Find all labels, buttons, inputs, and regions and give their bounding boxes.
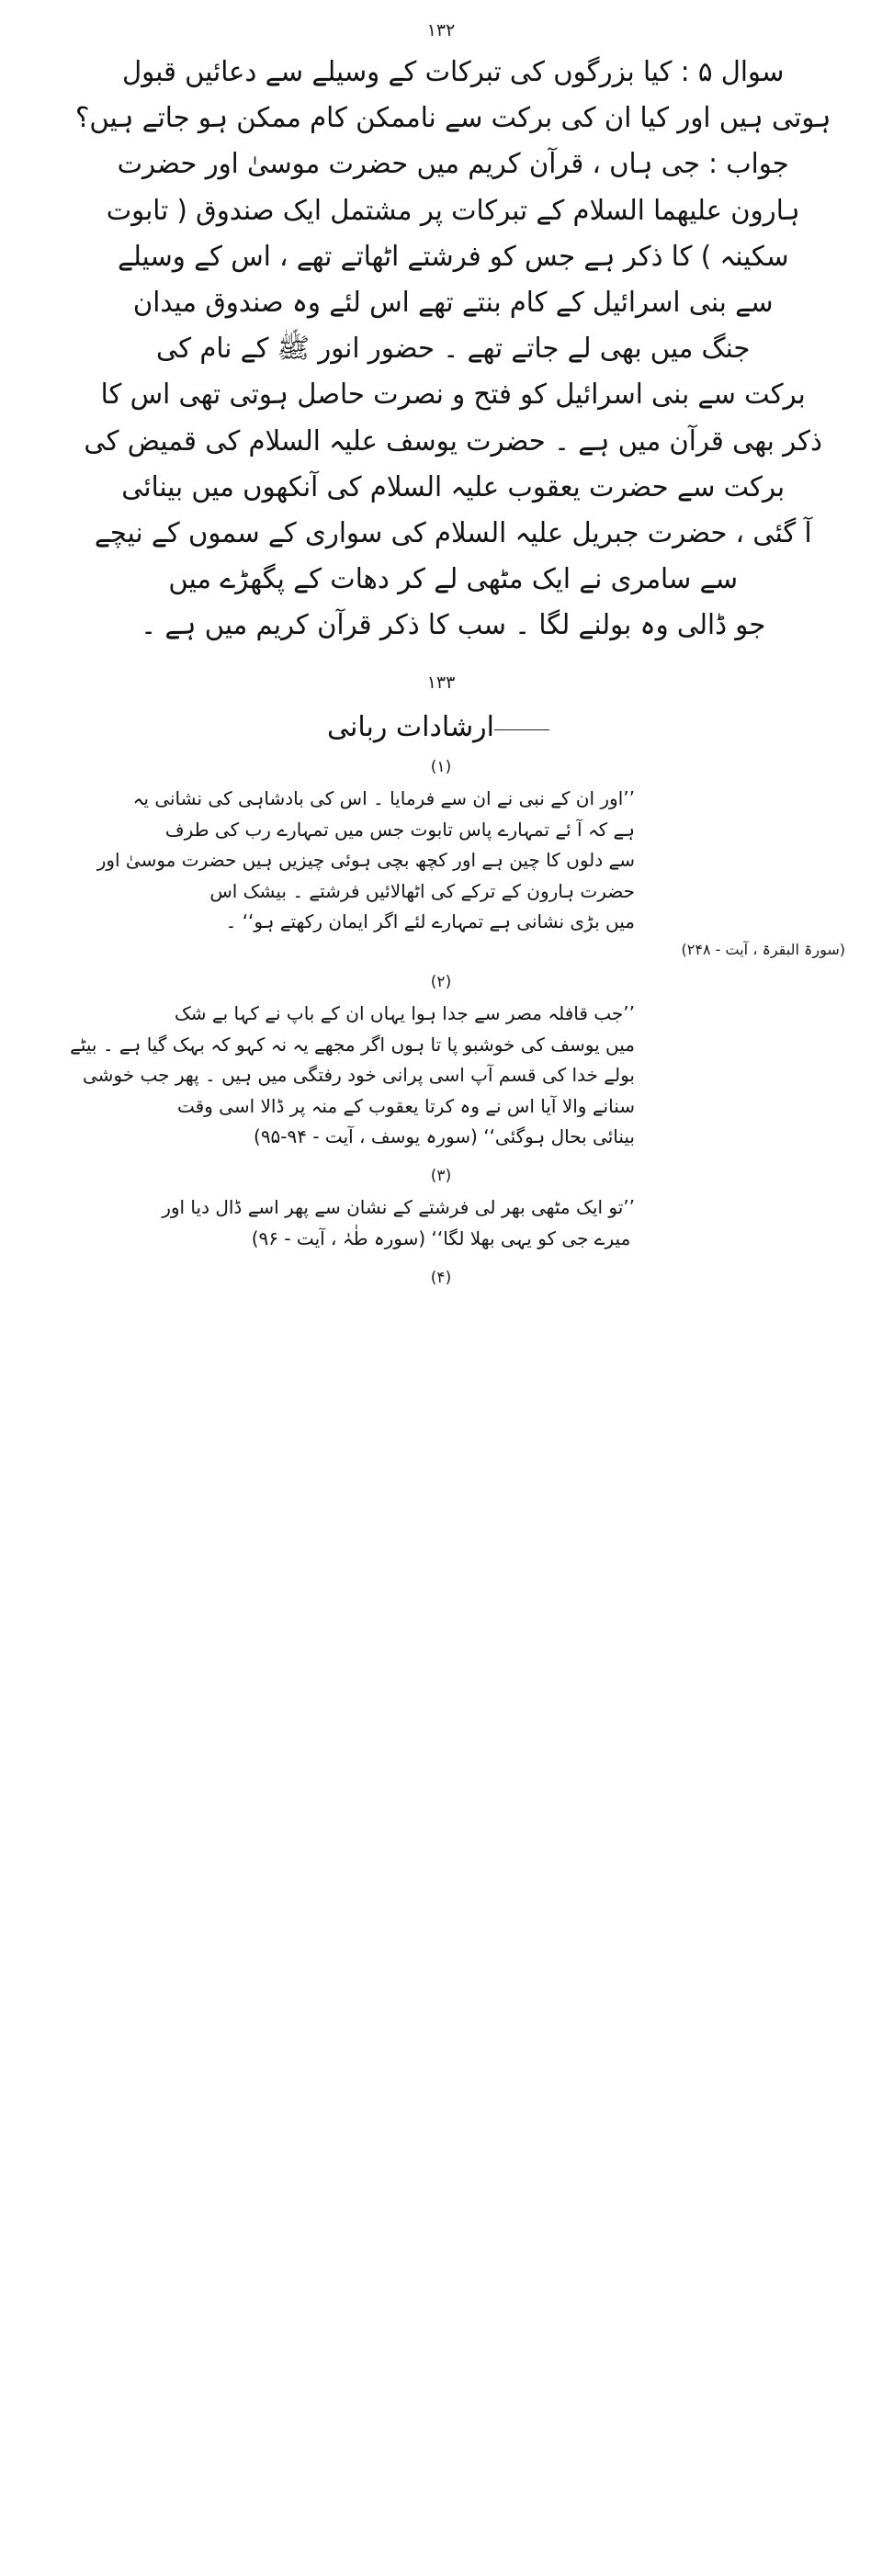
quote-number: (۴) [430,1269,452,1288]
body-line: ذکر بھی قرآن میں ہے ۔ حضرت یوسف علیہ السلام کی قمیض کی [84,424,822,458]
question-answer-block [37,50,845,649]
quote-reference-row [37,937,845,958]
quote-line: سنانے والا آیا اس نے وہ کرتا یعقوب کے منہ پر ڈالا اسی وقت [176,1094,635,1117]
body-line: سکینہ ) کا ذکر ہے جس کو فرشتے اٹھاتے تھے ، اس کے وسیلے [117,240,789,273]
quote-block [162,1192,639,1254]
section-heading [37,711,845,743]
body-line: ہارون علیھما السلام کے تبرکات پر مشتمل ایک صندوق ( تابوت [106,194,800,227]
body-line: سوال ۵ : کیا بزرگوں کی تبرکات کے وسیلے سے دعائیں قبول [122,56,785,88]
quote-number: (۳) [430,1167,452,1186]
quote-line [243,1122,639,1152]
quote-line: ’’جب قافلہ مصر سے جدا ہوا یہاں ان کے باپ نے کہا بے شک [174,1002,635,1025]
quote-line: سے دلوں کا چین ہے اور کچھ بچی ہوئی چیزیں ہیں حضرت موسیٰ اور [96,849,635,872]
body-line: آ گئی ، حضرت جبریل علیہ السلام کی سواری کے سموں کے نیچے [94,516,812,549]
body-line: برکت سے بنی اسرائیل کو فتح و نصرت حاصل ہوتی تھی اس کا [100,378,806,412]
page-number-middle: ۱۳۳ [426,672,456,694]
quote-number: (۲) [430,973,452,992]
quote-reference: (سورۃ البقرۃ ، آیت - ۲۴۸) [681,941,845,959]
quote-line: ’’تو ایک مٹھی بھر لی فرشتے کے نشان سے پھر اسے ڈال دیا اور [162,1196,635,1219]
heading-rule [494,729,549,730]
body-line: ہوتی ہیں اور کیا ان کی برکت سے ناممکن کام ممکن ہو جاتے ہیں؟ [74,102,831,135]
quote-line: ہے کہ آ ئے تمہارے پاس تابوت جس میں تمہارے رب کی طرف [164,818,635,841]
quote-line-text: بینائی بحال ہوگئی‘‘ [483,1124,635,1147]
body-line: برکت سے حضرت یعقوب علیہ السلام کی آنکھوں میں بینائی [121,470,786,503]
page-number-top: ۱۳۲ [426,20,456,40]
quote-block [70,999,639,1152]
quote-number: (۱) [430,758,452,777]
quote-line: میں بڑی نشانی ہے تمہارے لئے اگر ایمان رکھتے ہو‘‘ ۔ [225,910,635,932]
body-line: سے سامری نے ایک مٹھی لے کر دھات کے پگھڑے میں [168,563,738,596]
quote-reference: (سورہ یوسف ، آیت - ۹۴-۹۵) [254,1124,478,1147]
quote-line [243,1224,639,1254]
quote-block [96,784,639,937]
body-line: جواب : جی ہاں ، قرآن کریم میں حضرت موسیٰ اور حضرت [117,148,789,181]
body-line: جو ڈالی وہ بولنے لگا ۔ سب کا ذکر قرآن کریم میں ہے ۔ [141,609,766,642]
quote-line: میں یوسف کی خوشبو پا تا ہوں اگر مجھے یہ نہ کہو کہ بہک گیا ہے ۔ بیٹے [70,1033,635,1056]
quote-reference: (سورہ طٰہٰ ، آیت - ۹۶) [251,1226,426,1249]
section-heading-text: ارشادات ربانی [327,711,494,744]
body-line: جنگ میں بھی لے جاتے تھے ۔ حضور انور ﷺ کے نام کی [156,333,751,366]
quote-line: بولے خدا کی قسم آپ اسی پرانی خود رفتگی میں ہیں ۔ پھر جب خوشی [83,1064,635,1087]
quote-line-text: میرے جی کو یہی بھلا لگا‘‘ [431,1226,631,1249]
body-line: سے بنی اسرائیل کے کام بنتے تھے اس لئے وہ صندوق میدان [132,286,774,319]
quote-line: حضرت ہارون کے ترکے کی اٹھالائیں فرشتے ۔ بیشک اس [209,879,635,902]
quote-line: ’’اور ان کے نبی نے ان سے فرمایا ۔ اس کی بادشاہی کی نشانی یہ [132,787,635,810]
